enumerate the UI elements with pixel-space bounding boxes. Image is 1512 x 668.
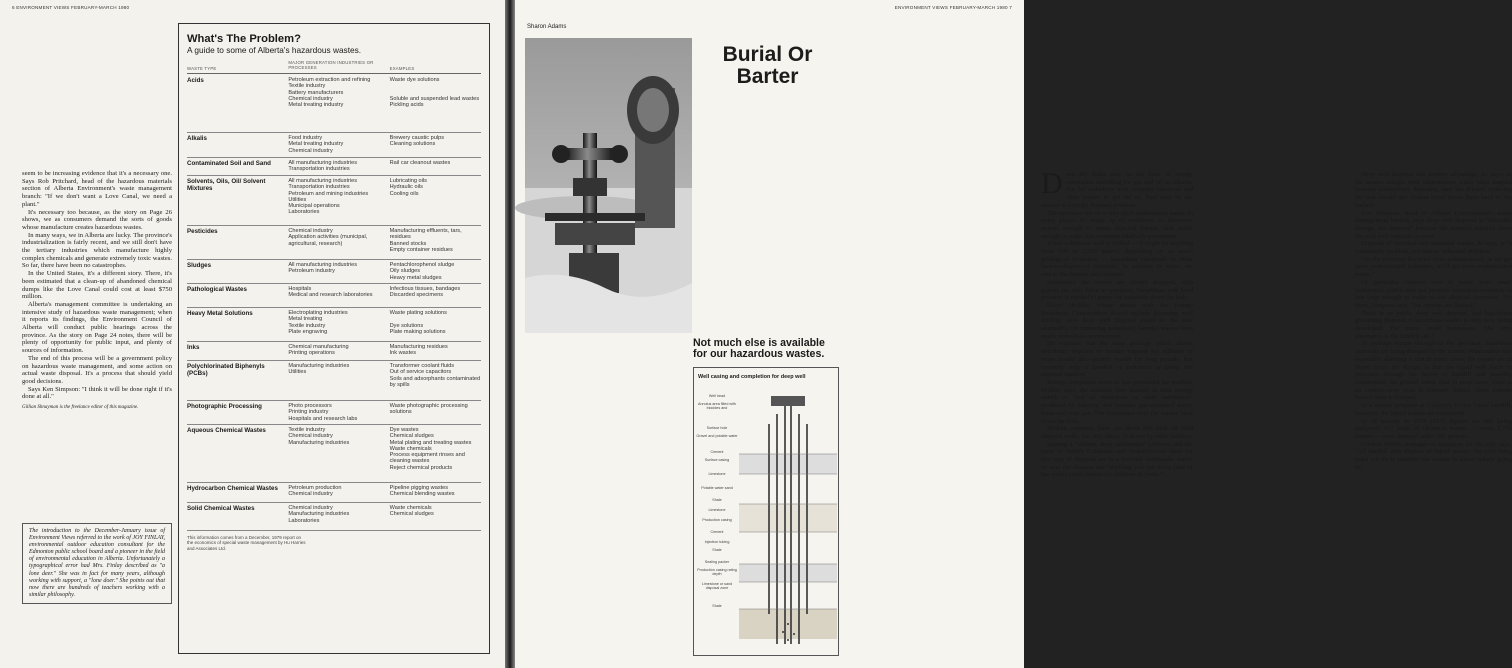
correction-note: The introduction to the December-January issue of Environment Views referred to the work of JOY FINLAY, environmental outdoor education consultant for the Edmonton public school board and a pioneer in the field of environmental education in Alberta. Unfortunately a typographical error had Mrs. Finlay described as "a lone deer." She was in fact for many years, although working with support, a "lone doer." She points out that now there are hundreds of teachers working with a similar philosophy. xyxy=(22,523,172,604)
middle-column xyxy=(1041,167,1193,479)
table-row xyxy=(187,503,481,531)
examples-cell: Dye wastes Chemical sludges Metal plating and treating wastes Waste chemicals Process equipment rinses and cleaning wastes Reject chemical products xyxy=(389,427,472,471)
waste-type-cell: Pesticides xyxy=(187,228,218,235)
table-row xyxy=(187,260,481,284)
waste-type-cell: Acids xyxy=(187,77,204,84)
waste-type-cell: Aqueous Chemical Wastes xyxy=(187,427,266,434)
table-row xyxy=(187,284,481,308)
hazardous-wastes-table-box xyxy=(178,23,490,654)
table-subtitle: A guide to some of Alberta's hazardous wastes. xyxy=(187,45,362,55)
binding-gutter xyxy=(505,0,515,668)
examples-cell: Pentachlorophenol sludge Oily sludges Heavy metal sludges xyxy=(389,262,455,281)
paragraph: In the United States, it's a different story. There, it's been estimated that a clean-up of abandoned chemical dumps like the Love Canal could cost at least $750 million. xyxy=(22,270,172,301)
paragraph: In a unique program at Calgary's Forest Lawn landfill, however, the liquid wastes are monitored. xyxy=(1355,402,1512,417)
table-row xyxy=(187,425,481,483)
diagram-label: Annulus area filled with biocides and xyxy=(698,402,736,411)
paragraph: Disposal of chemical and industrial wastes, he says, is "a community problem, not just an industrial problem." xyxy=(1355,240,1512,256)
paragraph: The end of this process will be a government policy on hazardous waste management, and some action on actual waste disposal. It's a process that should yield good decisions. xyxy=(22,354,172,385)
industries-cell: Chemical industry Manufacturing industries Laboratories xyxy=(288,505,350,524)
lead-text: eep dry holes may be the bane of energy companies searching for gas and oil in Alberta. But for industries with complex chemical and other wastes to get rid of, they may be the answer to a tricky disposal problem. xyxy=(1041,171,1193,209)
industries-cell: Chemical industry Application activities (municipal, agricultural, research) xyxy=(288,228,368,247)
table-row xyxy=(187,401,481,425)
diagram-label: Shale xyxy=(712,548,722,552)
paragraph: Says Ken Simpson: "I think it will be done right if it's done at all." xyxy=(22,385,172,401)
diagram-label: Production casing xyxy=(702,518,732,522)
paragraph: Alberta's management committee is undertaking an intensive study of hazardous waste management; when it reports its findings, the Environment Council of Alberta will conduct public hearings across the province. As the story on Page 24 notes, there will be plenty of opportunity for public input, and plenty of sources of information. xyxy=(22,300,172,355)
paragraph: At garbage dumps throughout the province, hazardous materials are being dumped by the tonnes. What makes this especially alarming is that in many cases, the wastes are in liquid form; the danger is that the liquid will leach or percolate through the layers of landfill and possibly contaminate the ground water. And in most cases, there is no control over what is dumped, indeed, often nobody knows what is dumped. xyxy=(1355,340,1512,402)
paragraph: Barring a "violent, deep earthquake" (Alberta and the parts of British Columbia and Saskatchewan ideal for this type of disposal are in a low-risk earthquake zone), he says the chances are "anything you put down (one of the wells) could remain for millions of years." xyxy=(1041,440,1193,479)
dropcap: D xyxy=(1041,167,1063,200)
paragraph: Sometimes the wastes are simply dropped, with gravity the only force in operation. Sometimes well head pressure is needed to pump the materials down the hole. xyxy=(1041,278,1193,302)
table-row xyxy=(187,133,481,158)
left-running-head: 6 ENVIRONMENT VIEWS FEBRUARY-MARCH 1980 xyxy=(12,5,130,10)
examples-cell: Waste photographic processing solutions xyxy=(389,403,468,416)
examples-cell: Waste chemicals Chemical sludges xyxy=(389,505,434,518)
diagram-label: Cement xyxy=(710,530,724,534)
industries-cell: All manufacturing industries Petroleum industry xyxy=(288,262,358,275)
waste-type-cell: Inks xyxy=(187,344,200,351)
paragraph: He explains that the same geology which allows petroleum deposits to remain trapped for millions of years should also entomb wastes for long periods. But currently only a handful of industries is using this disposal method. xyxy=(1041,340,1193,379)
industries-cell: Manufacturing industries Utilities xyxy=(288,363,350,376)
paragraph: Energy companies more or less pioneered the method, Hicklin says, the material they unearth in their energy search is "just as hazardous as other substances" produced by industry, and includes gas-entrained water, brine and sour gas. The companies send the wastes back down the hole. xyxy=(1041,378,1193,425)
diagram-label: Injection tubing xyxy=(704,540,730,544)
industries-cell: Hospitals Medical and research laboratories xyxy=(288,286,373,299)
left-page xyxy=(0,0,505,668)
paragraph: Gordon Zieffle, manager of sanitation for the city, says, "All landfill sites dispose of liquid wastes; the only thing extra we do is monitor the wastes to know what's going in." xyxy=(1355,440,1512,471)
diagram-label: Shale xyxy=(712,604,722,608)
waste-type-cell: Polychlorinated Biphenyls (PCBs) xyxy=(187,363,265,377)
paragraph: In many ways, we in Alberta are lucky. The province's industrialization is fairly recent, and we still don't have the tertiary industries which manufacture highly complex chemicals and generate extremely toxic wastes. So far, there have been no catastrophes. xyxy=(22,231,172,270)
right-column xyxy=(1355,171,1512,471)
table-row xyxy=(187,361,481,401)
paragraph: "As the province becomes more industrialized, as we get more sophisticated industries, we'll get more sophisticated waste." xyxy=(1355,255,1512,279)
diagram-label: Potable water sand xyxy=(701,486,733,490)
paragraph: Hicklin estimates there are about 450 such oil field disposal wells, but only about 15 in use by other industry. xyxy=(1041,425,1193,440)
industries-cell: Textile industry Chemical industry Manufacturing industries xyxy=(288,427,350,446)
paragraph: There is no public deep well disposal, and legislation governing disposal of hazardous wastes is only now being developed. For many small businesses, "the only alternative is the landfill site." xyxy=(1355,309,1512,340)
diagram-label: Limestone xyxy=(708,508,726,512)
paragraph: Ken Simpson, head of Alberta Environment's waste management branch, says deep well disposal is "basically storage, not disposal" because the material injected down the well will continue to exist. xyxy=(1355,209,1512,240)
industries-cell: Petroleum production Chemical industry xyxy=(288,485,342,498)
industries-cell: Photo processors Printing industry Hospitals and research labs xyxy=(288,403,358,422)
table-row xyxy=(187,158,481,176)
paragraph: Of particular concern now is waste from small businesses, which may not produce hazardous materials in lots large enough to make on-site disposal economic. For them, Simpson says, "the options are limited." xyxy=(1355,278,1512,309)
paragraph: It's necessary too because, as the story on Page 26 shows, we as consumers demand the sorts of goods whose manufacture creates hazardous wastes. xyxy=(22,208,172,231)
wellhead-photo xyxy=(525,38,692,333)
diagram-label: Surface casing xyxy=(704,458,730,462)
examples-cell: Manufacturing effluents, tars, residues Banned stocks Empty container residues xyxy=(389,228,462,253)
lead-paragraph xyxy=(1041,167,1193,210)
right-running-head: ENVIRONMENT VIEWS FEBRUARY-MARCH 1980 7 xyxy=(894,5,1012,10)
examples-cell: Brewery caustic pulps Cleaning solutions xyxy=(389,135,445,148)
header-industries: MAJOR GENERATION INDUSTRIES OR PROCESSES xyxy=(288,60,374,70)
right-page xyxy=(515,0,1512,668)
paragraph: When a disposal well is drilled — it might be anything from 500 to 2,500 metres, depending on an area's geological formation — hazardous chemicals or other hard-to-dispose-of materials, in solution in water, are sent to the bottom and released. xyxy=(1041,240,1193,279)
diagram-label: Well head xyxy=(708,394,726,398)
paragraph: Lloyd Hicklin, whose duties with the Energy Resources Conservation Board include licensing well drilling, says deep well disposal could be the best alternative for removing potentially harmful wastes from man's immediate environment. xyxy=(1041,301,1193,340)
header-waste-type: WASTE TYPE xyxy=(187,66,217,71)
industries-cell: Petroleum extraction and refining Textile industry Battery manufacturers Chemical industry Metal treating industry xyxy=(288,77,371,109)
waste-type-cell: Solid Chemical Wastes xyxy=(187,505,255,512)
waste-type-cell: Photographic Processing xyxy=(187,403,262,410)
table-row xyxy=(187,483,481,503)
examples-cell: Lubricating oils Hydraulic oils Cooling oils xyxy=(389,178,427,197)
table-row xyxy=(187,342,481,361)
diagram-label: Production casing rating depth xyxy=(697,568,737,577)
examples-cell: Waste dye solutions Soluble and suspended lead wastes Pickling acids xyxy=(389,77,480,109)
diagram-label: Surface hole xyxy=(706,426,728,430)
paragraph: seem to be increasing evidence that it's a necessary one. Says Rob Pritchard, head of the hazardous materials section of Alberta Environment's waste management branch: "If we don't want a Love Canal, we need a plant." xyxy=(22,170,172,208)
examples-cell: Manufacturing residues Ink wastes xyxy=(389,344,448,357)
table-row xyxy=(187,75,481,133)
table-header xyxy=(187,60,481,74)
examples-cell: Transformer coolant fluids Out of service capacitors Soils and adsorphants contaminated by spills xyxy=(389,363,481,388)
paragraph: In 18 months in 1978 (1979 figures are still being analyzed) 437 loads of chemical wastes — some 2,700 tonnes — were dumped under 386 permits. xyxy=(1355,417,1512,440)
examples-cell: Rail car cleanout wastes xyxy=(389,160,451,166)
examples-cell: Pipeline pigging wastes Chemical blending wastes xyxy=(389,485,455,498)
byline: Sharon Adams xyxy=(527,24,567,30)
industries-cell: All manufacturing industries Transportation industries Petroleum and mining industries Utilities Municipal operations Laboratories xyxy=(288,178,369,216)
table-body xyxy=(187,75,481,531)
table-row xyxy=(187,308,481,342)
wellhead-illustration xyxy=(525,38,692,333)
waste-type-cell: Sludges xyxy=(187,262,212,269)
paragraph: Deep well disposal has another advantage, he says: as the wastes mingle with subterranean water (also trapped beneath sedimentary deposits), they are diluted, reducing the risk should any violent event thrust them back to the surface. xyxy=(1355,171,1512,209)
editor-credit: Gillian Shnayman is the freelance editor of this magazine. xyxy=(22,405,139,411)
diagram-label: Limestone or sand disposal zone xyxy=(701,582,733,591)
article-title: Burial Or Barter xyxy=(722,43,813,88)
diagram-title: Well casing and completion for deep well xyxy=(698,374,806,380)
diagram-label: Sealing packer xyxy=(704,560,730,564)
industries-cell: Chemical manufacturing Printing operations xyxy=(288,344,349,357)
waste-type-cell: Heavy Metal Solutions xyxy=(187,310,253,317)
examples-cell: Infectious tissues, bandages Discarded specimens xyxy=(389,286,461,299)
waste-type-cell: Contaminated Soil and Sand xyxy=(187,160,271,167)
table-row xyxy=(187,226,481,260)
waste-type-cell: Solvents, Oils, Oil/ Solvent Mixtures xyxy=(187,178,266,192)
diagram-label: Limestone xyxy=(708,472,726,476)
table-row xyxy=(187,176,481,226)
well-cross-section-drawing xyxy=(739,394,837,652)
well-casing-diagram xyxy=(693,367,839,656)
paragraph: The province sits on a very thick sedimentary basin. In many places it's made up of sandstone or limestone porous enough to retain injected liquids, and stable enough to make that retention relatively permanent. xyxy=(1041,209,1193,240)
industries-cell: Food industry Metal treating industry Chemical industry xyxy=(288,135,344,154)
photo-caption: Not much else is available for our hazardous wastes. xyxy=(693,337,825,361)
waste-type-cell: Alkalis xyxy=(187,135,207,142)
waste-type-cell: Hydrocarbon Chemical Wastes xyxy=(187,485,278,492)
table-title: What's The Problem? xyxy=(187,33,301,45)
left-body-column xyxy=(22,170,172,412)
industries-cell: Electroplating industries Metal treating Textile industry Plate engraving xyxy=(288,310,348,335)
header-examples: EXAMPLES xyxy=(389,66,415,71)
examples-cell: Waste plating solutions Dye solutions Plate making solutions xyxy=(389,310,447,335)
diagram-label: Shale xyxy=(712,498,722,502)
industries-cell: All manufacturing industries Transportation industries xyxy=(288,160,358,173)
source-note: This information comes from a December, 1979 report on the economics of special waste management by Hu Harries and Associates Ltd. xyxy=(187,535,306,551)
diagram-label: Gravel and potable water xyxy=(696,434,738,438)
waste-type-cell: Pathological Wastes xyxy=(187,286,247,293)
diagram-label: Cement xyxy=(710,450,724,454)
